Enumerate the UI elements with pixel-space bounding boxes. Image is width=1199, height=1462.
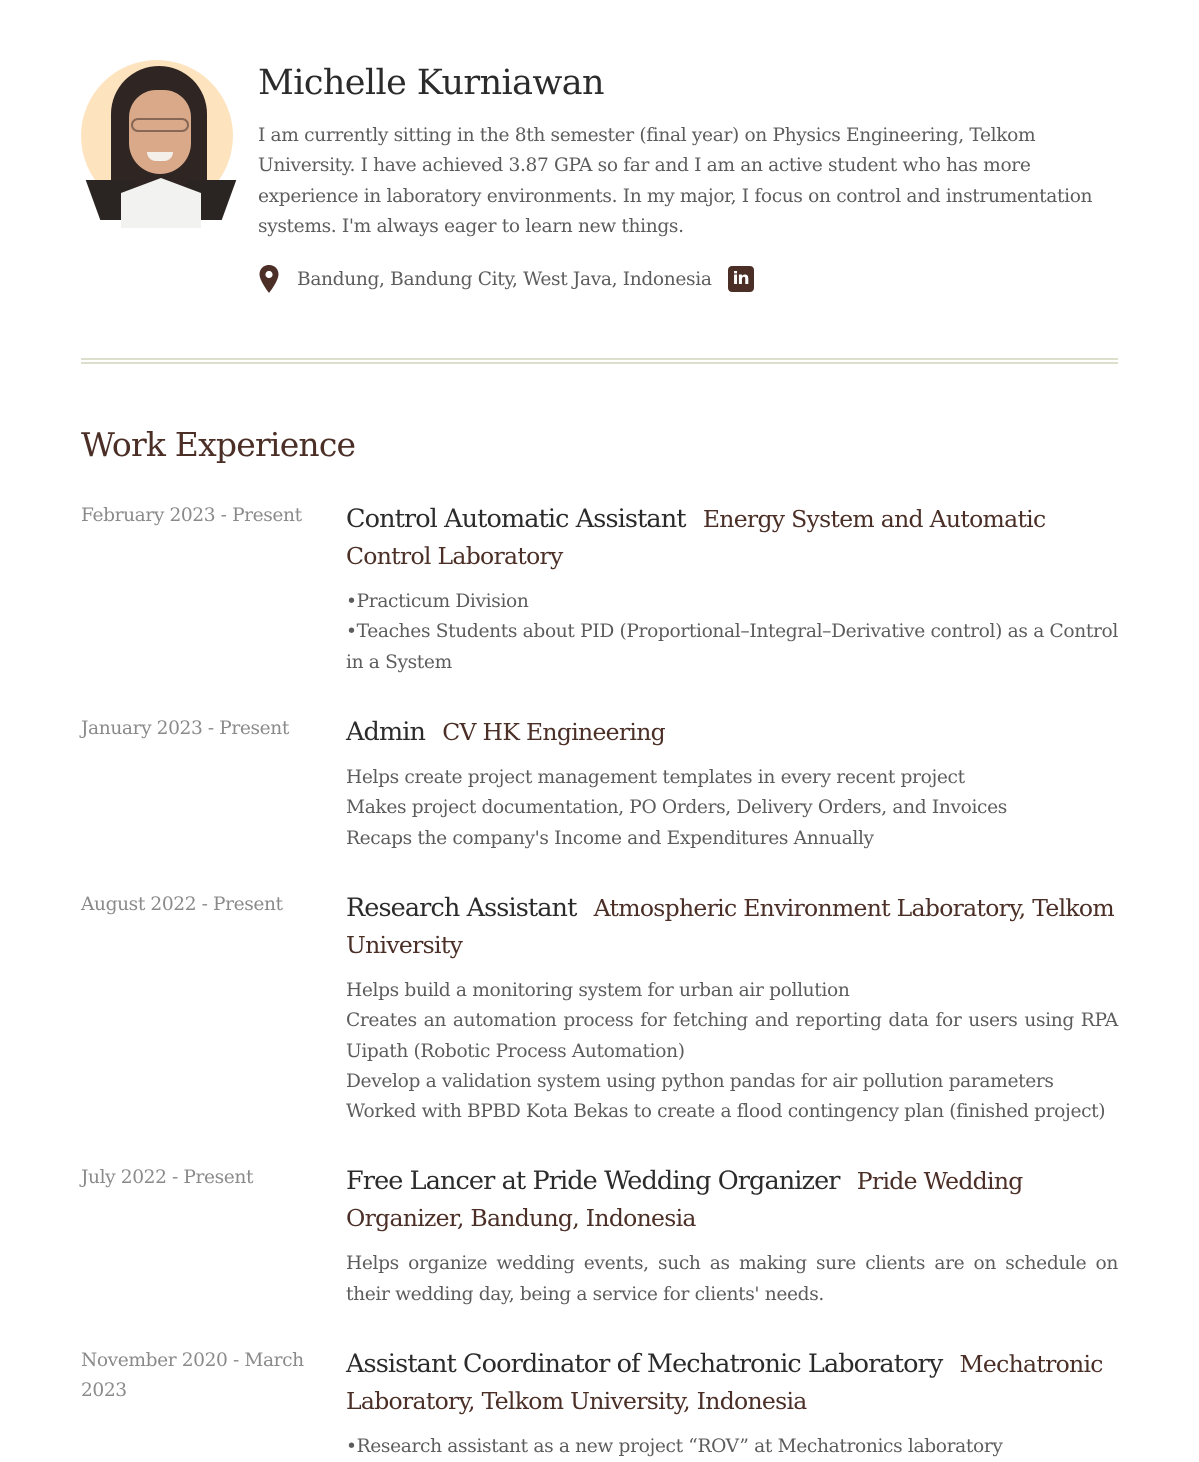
job-date: August 2022 - Present (81, 893, 283, 915)
job-date: July 2022 - Present (81, 1167, 254, 1189)
job-description (346, 976, 1118, 1127)
contact-row (258, 264, 1118, 294)
job-heading (346, 890, 1118, 964)
job-description (346, 1249, 1118, 1310)
job-entry (81, 714, 1118, 854)
job-organization: Mechatronic Laboratory, Telkom University, Indonesia (346, 1350, 1103, 1416)
job-title: Research Assistant (346, 892, 577, 923)
job-body (346, 890, 1118, 1127)
job-description-line: Develop a validation system using python pandas for air pollution parameters (346, 1070, 1054, 1092)
job-heading (346, 714, 1118, 751)
location-text: Bandung, Bandung City, West Java, Indonesia (297, 268, 712, 290)
job-organization: CV HK Engineering (442, 718, 665, 747)
map-pin-icon (258, 264, 280, 294)
job-body (346, 1163, 1118, 1310)
job-entry (81, 501, 1118, 678)
job-body (346, 1346, 1118, 1462)
profile-header (81, 60, 1118, 294)
job-description (346, 763, 1118, 854)
job-organization: Pride Wedding Organizer, Bandung, Indonesia (346, 1167, 1023, 1233)
job-date: November 2020 - March 2023 (81, 1350, 304, 1402)
section-divider (81, 358, 1118, 364)
job-description-line: Helps build a monitoring system for urban air pollution (346, 979, 850, 1001)
job-description-line: Creates an automation process for fetching and reporting data for users using RPA Uipath (Robotic Process Automation) (346, 1010, 1118, 1062)
profile-intro (258, 60, 1118, 294)
job-description-line: •Practicum Division (346, 591, 529, 613)
job-body (346, 501, 1118, 678)
job-heading (346, 501, 1118, 575)
job-organization: Atmospheric Environment Laboratory, Telkom University (346, 893, 1114, 959)
linkedin-icon[interactable]: in (728, 266, 754, 292)
job-description (346, 587, 1118, 678)
job-description-line: Helps organize wedding events, such as making sure clients are on schedule on their wedding day, being a service for clients' needs. (346, 1253, 1118, 1305)
job-description (346, 1432, 1118, 1462)
job-organization: Energy System and Automatic Control Laboratory (346, 505, 1046, 571)
job-date: January 2023 - Present (81, 718, 289, 740)
profile-name: Michelle Kurniawan (258, 63, 604, 103)
job-entry (81, 1163, 1118, 1310)
job-title: Assistant Coordinator of Mechatronic Laboratory (346, 1349, 943, 1380)
job-entry (81, 890, 1118, 1127)
avatar-face (129, 90, 191, 174)
job-title: Free Lancer at Pride Wedding Organizer (346, 1166, 840, 1197)
job-body (346, 714, 1118, 854)
job-entry (81, 1346, 1118, 1462)
job-title: Admin (346, 717, 425, 748)
job-description-line: Makes project documentation, PO Orders, Delivery Orders, and Invoices (346, 797, 1007, 819)
job-description-line: Helps create project management templates in every recent project (346, 767, 965, 789)
job-description-line: •Research assistant as a new project “ROV” at Mechatronics laboratory (346, 1436, 1003, 1458)
avatar (81, 60, 233, 212)
avatar-glasses (131, 118, 189, 132)
job-description-line: Worked with BPBD Kota Bekas to create a flood contingency plan (finished project) (346, 1101, 1106, 1123)
work-experience-list (81, 501, 1118, 1462)
job-description-line: •Teaches Students about PID (Proportional–Integral–Derivative control) as a Control in a System (346, 621, 1118, 673)
work-experience-heading: Work Experience (81, 425, 356, 465)
profile-summary: I am currently sitting in the 8th semester (final year) on Physics Engineering, Telkom University. I have achieved 3.87 GPA so far and I am an active student who has more experience in laboratory environments. In my major, I focus on control and instrumentation systems. I'm always eager to learn new things. (258, 125, 1093, 237)
job-title: Control Automatic Assistant (346, 504, 686, 535)
job-heading (346, 1346, 1118, 1420)
job-description-line: Recaps the company's Income and Expenditures Annually (346, 827, 874, 849)
job-date: February 2023 - Present (81, 505, 302, 527)
job-heading (346, 1163, 1118, 1237)
